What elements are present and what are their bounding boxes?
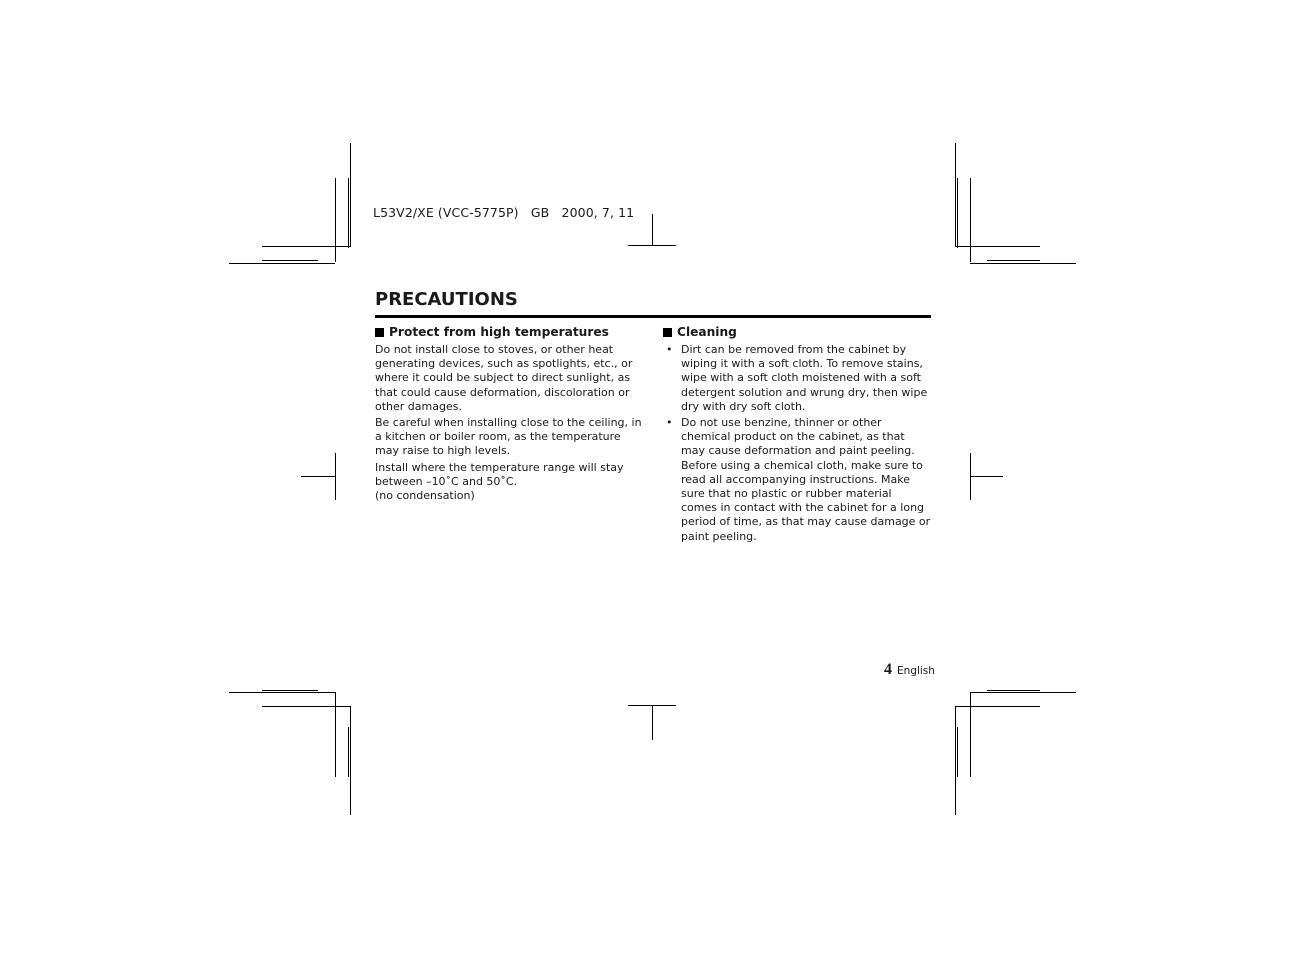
crop-mark (262, 706, 350, 707)
page-number: 4 (884, 661, 892, 678)
section-cleaning (663, 325, 931, 546)
section-heading (663, 325, 931, 340)
list-item (663, 343, 931, 414)
paragraph: (no condensation) (375, 489, 475, 503)
document-id-line: L53V2/XE (VCC-5775P) GB 2000, 7, 11 (373, 205, 635, 220)
list-item-text: Dirt can be removed from the cabinet by wiping it with a soft cloth. To remove stains, wipe with a soft cloth moistened with a soft detergent solution and wrung dry, then wipe dry with dry soft cloth. (681, 343, 928, 413)
crop-mark (348, 727, 349, 777)
crop-mark (970, 692, 1076, 693)
crop-mark (652, 705, 653, 740)
paragraph: Do not install close to stoves, or other heat generating devices, such as spotlights, etc., or where it could be subject to direct sunlight, as that could cause deformation, discoloration or other damages. (375, 343, 633, 413)
crop-mark (970, 263, 1076, 264)
crop-mark (970, 692, 971, 777)
crop-mark (970, 178, 971, 262)
crop-mark (957, 178, 958, 248)
bullet-dot-icon: • (666, 416, 673, 430)
crop-mark (350, 706, 351, 815)
crop-mark (229, 263, 335, 264)
page-title: PRECAUTIONS (375, 289, 518, 310)
crop-mark (262, 260, 318, 261)
list-item (663, 416, 931, 544)
crop-mark (987, 690, 1040, 691)
crop-mark (955, 246, 1040, 247)
crop-mark (262, 246, 350, 247)
list-item-text: Do not use benzine, thinner or other chemical product on the cabinet, as that may cause deformation and paint peeling. Before using a chemical cloth, make sure to read all accompanying instructions. Make sure that no plastic or rubber material comes in contact with the cabinet for a long period of time, as that may cause damage or paint peeling. (681, 416, 931, 543)
crop-mark (229, 692, 335, 693)
paragraph: Be careful when installing close to the ceiling, in a kitchen or boiler room, as the temperature may raise to high levels. (375, 416, 642, 458)
crop-mark (955, 143, 956, 247)
crop-mark (628, 245, 676, 246)
crop-mark (262, 690, 318, 691)
crop-mark (350, 143, 351, 247)
paragraph: Install where the temperature range will stay between –10˚C and 50˚C. (375, 460, 624, 488)
crop-mark (301, 476, 335, 477)
crop-mark (955, 706, 1040, 707)
crop-mark (955, 706, 956, 815)
language-label: English (897, 665, 935, 677)
square-bullet-icon (663, 328, 672, 337)
title-rule (375, 315, 931, 318)
crop-mark (652, 214, 653, 246)
bullet-dot-icon: • (666, 343, 673, 356)
crop-mark (957, 727, 958, 777)
crop-mark (348, 178, 349, 248)
crop-mark (970, 476, 1003, 477)
section-heading-text: Cleaning (677, 325, 737, 339)
crop-mark (335, 178, 336, 262)
section-heading-text: Protect from high temperatures (389, 325, 609, 339)
crop-mark (335, 453, 336, 500)
crop-mark (987, 260, 1040, 261)
bullet-list (663, 343, 931, 544)
section-high-temperatures (375, 325, 643, 505)
section-heading (375, 325, 643, 340)
square-bullet-icon (375, 328, 384, 337)
crop-mark (335, 692, 336, 777)
